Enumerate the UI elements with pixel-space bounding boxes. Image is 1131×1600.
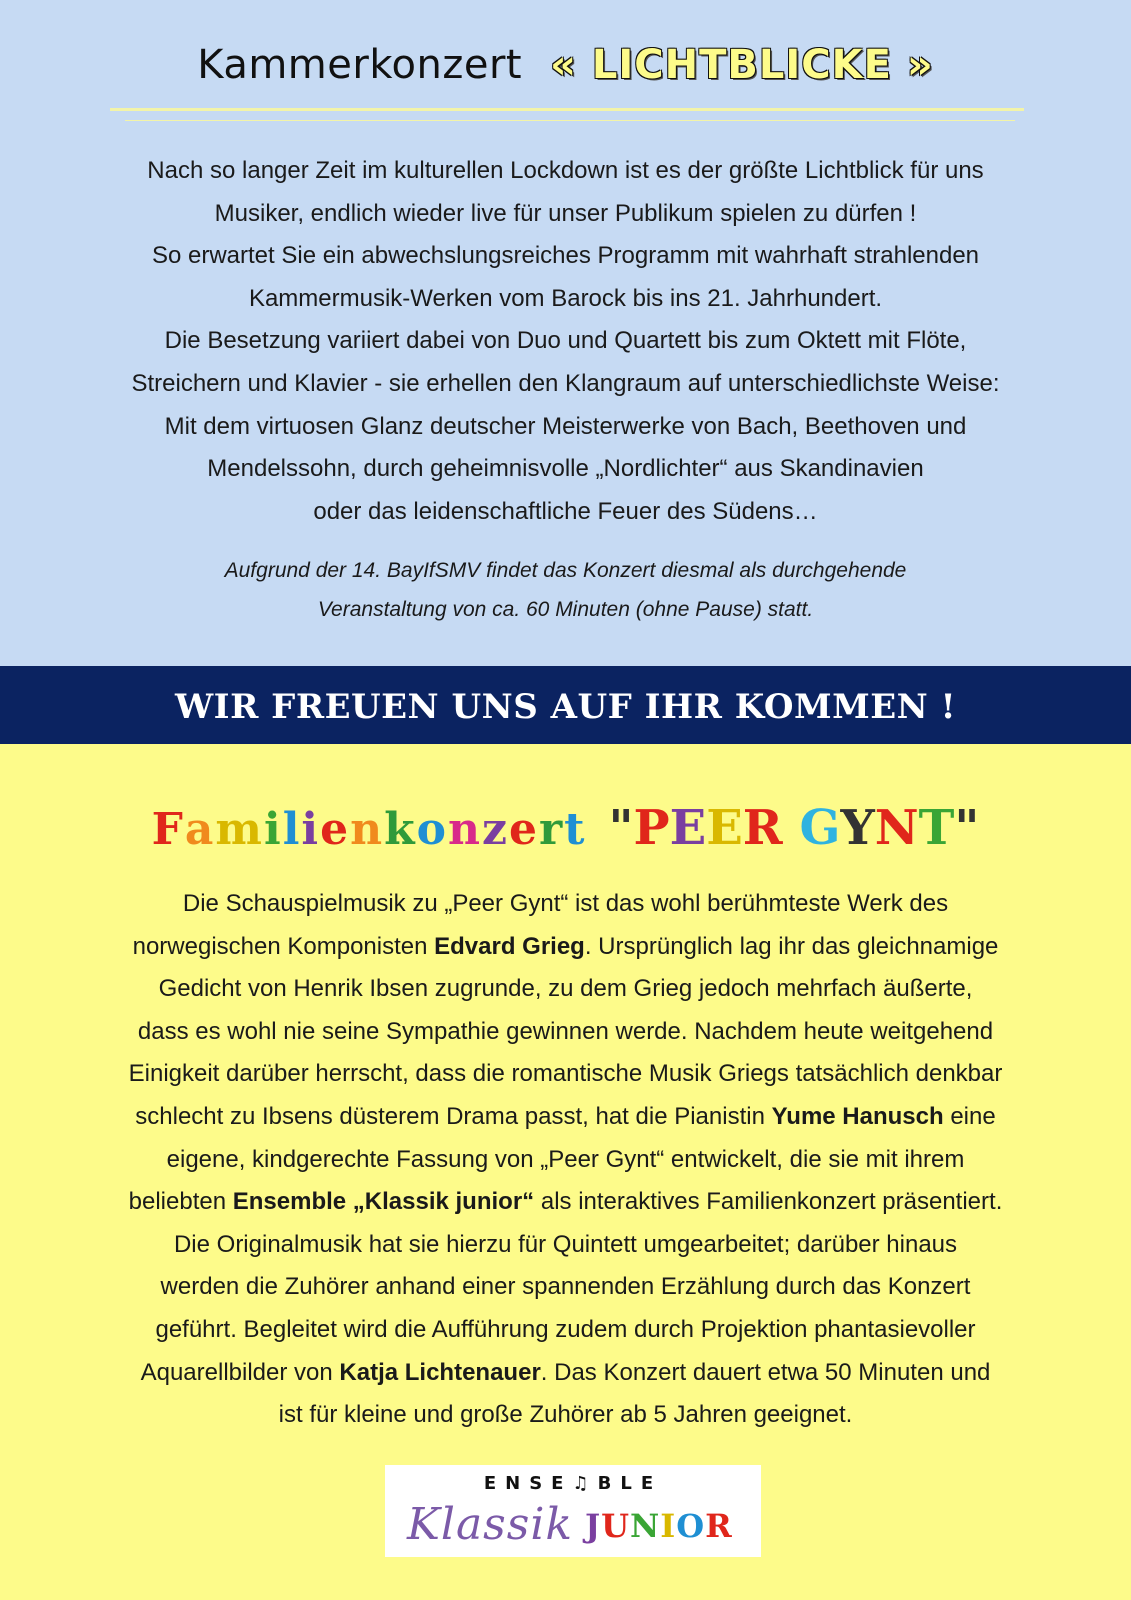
title-letter: e (508, 804, 539, 855)
paragraph-line: oder das leidenschaftliche Feuer des Südens… (313, 497, 818, 525)
bold-name: Katja Lichtenauer (339, 1358, 541, 1386)
text-run: eigene, kindgerechte Fassung von „Peer Gynt“ entwickelt, die sie mit ihrem (166, 1145, 965, 1173)
title-letter: i (263, 804, 283, 855)
kammerkonzert-section (0, 0, 1131, 666)
paragraph-line (40, 926, 1091, 969)
familienkonzert-title (0, 800, 1131, 856)
music-note-icon: ♫ (572, 1473, 598, 1494)
text-run: schlecht zu Ibsens düsterem Drama passt, hat die Pianistin (135, 1102, 772, 1130)
paragraph-line: Streichern und Klavier - sie erhellen den Klangraum auf unterschiedlichste Weise: (131, 369, 1000, 397)
kammerkonzert-description (50, 150, 1081, 533)
text-run: beliebten (128, 1188, 233, 1216)
title-letter: N (874, 800, 919, 856)
paragraph-line: Mendelssohn, durch geheimnisvolle „Nordlichter“ aus Skandinavien (207, 455, 924, 483)
paragraph-line (40, 883, 1091, 926)
title-letter: R (742, 800, 783, 856)
paragraph-line (40, 1394, 1091, 1437)
title-letter: E (669, 800, 707, 856)
logo-letter: U (601, 1507, 631, 1545)
logo-ensemble-left: ENSE (483, 1473, 573, 1494)
title-letter: " (608, 800, 634, 856)
paragraph-line (40, 1011, 1091, 1054)
kammerkonzert-title (0, 42, 1131, 88)
covid-note (50, 551, 1081, 629)
text-run: als interaktives Familienkonzert präsentiert. (534, 1188, 1003, 1216)
peer-gynt-title (609, 800, 980, 856)
paragraph-line (40, 1309, 1091, 1352)
title-letter: a (184, 804, 216, 855)
logo-ensemble-right: BLE (597, 1473, 663, 1494)
text-run: werden die Zuhörer anhand einer spannenden Erzählung durch das Konzert (160, 1273, 971, 1301)
title-letter: " (954, 800, 980, 856)
title-divider (110, 108, 1024, 111)
title-text: Kammerkonzert (197, 42, 523, 88)
title-letter: l (282, 804, 302, 855)
title-letter: n (350, 804, 385, 855)
text-run: . Ursprünglich lag ihr das gleichnamige (584, 932, 999, 960)
text-run: Aquarellbilder von (140, 1358, 340, 1386)
text-run: Die Originalmusik hat sie hierzu für Quintett umgearbeitet; darüber hinaus (173, 1230, 958, 1258)
title-letter: E (706, 800, 743, 856)
text-run: Die Schauspielmusik zu „Peer Gynt“ ist das wohl berühmteste Werk des (182, 890, 949, 917)
title-letter: G (799, 800, 841, 856)
title-letter: t (564, 804, 587, 855)
title-letter: r (538, 804, 565, 855)
title-letter: o (416, 804, 448, 855)
paragraph-line (40, 1053, 1091, 1096)
logo-letter: J (585, 1507, 602, 1545)
text-run: Gedicht von Henrik Ibsen zugrunde, zu dem Grieg jedoch mehrfach äußerte, (158, 975, 973, 1003)
paragraph-line: Musiker, endlich wieder live für unser Publikum spielen zu dürfen ! (214, 199, 917, 227)
banner-text: WIR FREUEN UNS AUF IHR KOMMEN ! (175, 687, 956, 727)
paragraph-line: So erwartet Sie ein abwechslungsreiches Programm mit wahrhaft strahlenden (151, 242, 980, 270)
logo-ensemble-text (385, 1473, 761, 1494)
title-letter: F (151, 804, 185, 855)
text-run: geführt. Begleitet wird die Aufführung zudem durch Projektion phantasievoller (155, 1315, 976, 1343)
title-letter: Y (840, 800, 875, 856)
text-run: dass es wohl nie seine Sympathie gewinnen werde. Nachdem heute weitgehend (137, 1017, 994, 1045)
paragraph-line (40, 1139, 1091, 1182)
bold-name: Edvard Grieg (434, 932, 585, 960)
note-line: Aufgrund der 14. BayIfSMV findet das Konzert diesmal als durchgehende (224, 559, 907, 582)
title-letter: m (215, 804, 264, 855)
paragraph-line: Nach so langer Zeit im kulturellen Lockdown ist es der größte Lichtblick für uns (147, 157, 984, 184)
paragraph-line: Die Besetzung variiert dabei von Duo und Quartett bis zum Oktett mit Flöte, (164, 327, 967, 355)
paragraph-line (40, 1181, 1091, 1224)
paragraph-line (40, 1352, 1091, 1395)
title-letter: P (633, 800, 670, 856)
bold-name: Yume Hanusch (771, 1102, 944, 1130)
paragraph-line (40, 1266, 1091, 1309)
paragraph-line (40, 1224, 1091, 1267)
bold-name: Ensemble „Klassik junior“ (232, 1188, 535, 1216)
logo-letter: N (630, 1507, 661, 1545)
logo-letter: I (660, 1507, 677, 1545)
title-quote: « LICHTBLICKE » (550, 42, 934, 88)
logo-letter: R (705, 1507, 733, 1545)
title-letter: e (320, 804, 351, 855)
text-run: Einigkeit darüber herrscht, dass die romantische Musik Griegs tatsächlich denkbar (128, 1060, 1003, 1088)
familienkonzert-title-text (152, 804, 587, 855)
logo-klassik-text: Klassik (407, 1499, 574, 1550)
title-divider-thin (125, 120, 1015, 121)
logo-letter: O (676, 1507, 706, 1545)
logo-junior-text (585, 1507, 733, 1545)
ensemble-logo (385, 1465, 761, 1557)
title-letter: k (384, 804, 417, 855)
paragraph-line (40, 968, 1091, 1011)
text-run: ist für kleine und große Zuhörer ab 5 Jahren geeignet. (278, 1401, 853, 1429)
title-letter: T (918, 800, 955, 856)
title-letter: n (447, 804, 482, 855)
familienkonzert-description (40, 883, 1091, 1437)
text-run: eine (943, 1102, 996, 1130)
paragraph-line: Mit dem virtuosen Glanz deutscher Meisterwerke von Bach, Beethoven und (164, 412, 967, 440)
text-run: . Das Konzert dauert etwa 50 Minuten und (540, 1358, 991, 1386)
title-letter: i (301, 804, 321, 855)
text-run: norwegischen Komponisten (132, 932, 435, 960)
paragraph-line: Kammermusik-Werken vom Barock bis ins 21. Jahrhundert. (248, 284, 883, 312)
note-line: Veranstaltung von ca. 60 Minuten (ohne Pause) statt. (317, 598, 814, 621)
paragraph-line (40, 1096, 1091, 1139)
title-letter: z (481, 804, 509, 855)
